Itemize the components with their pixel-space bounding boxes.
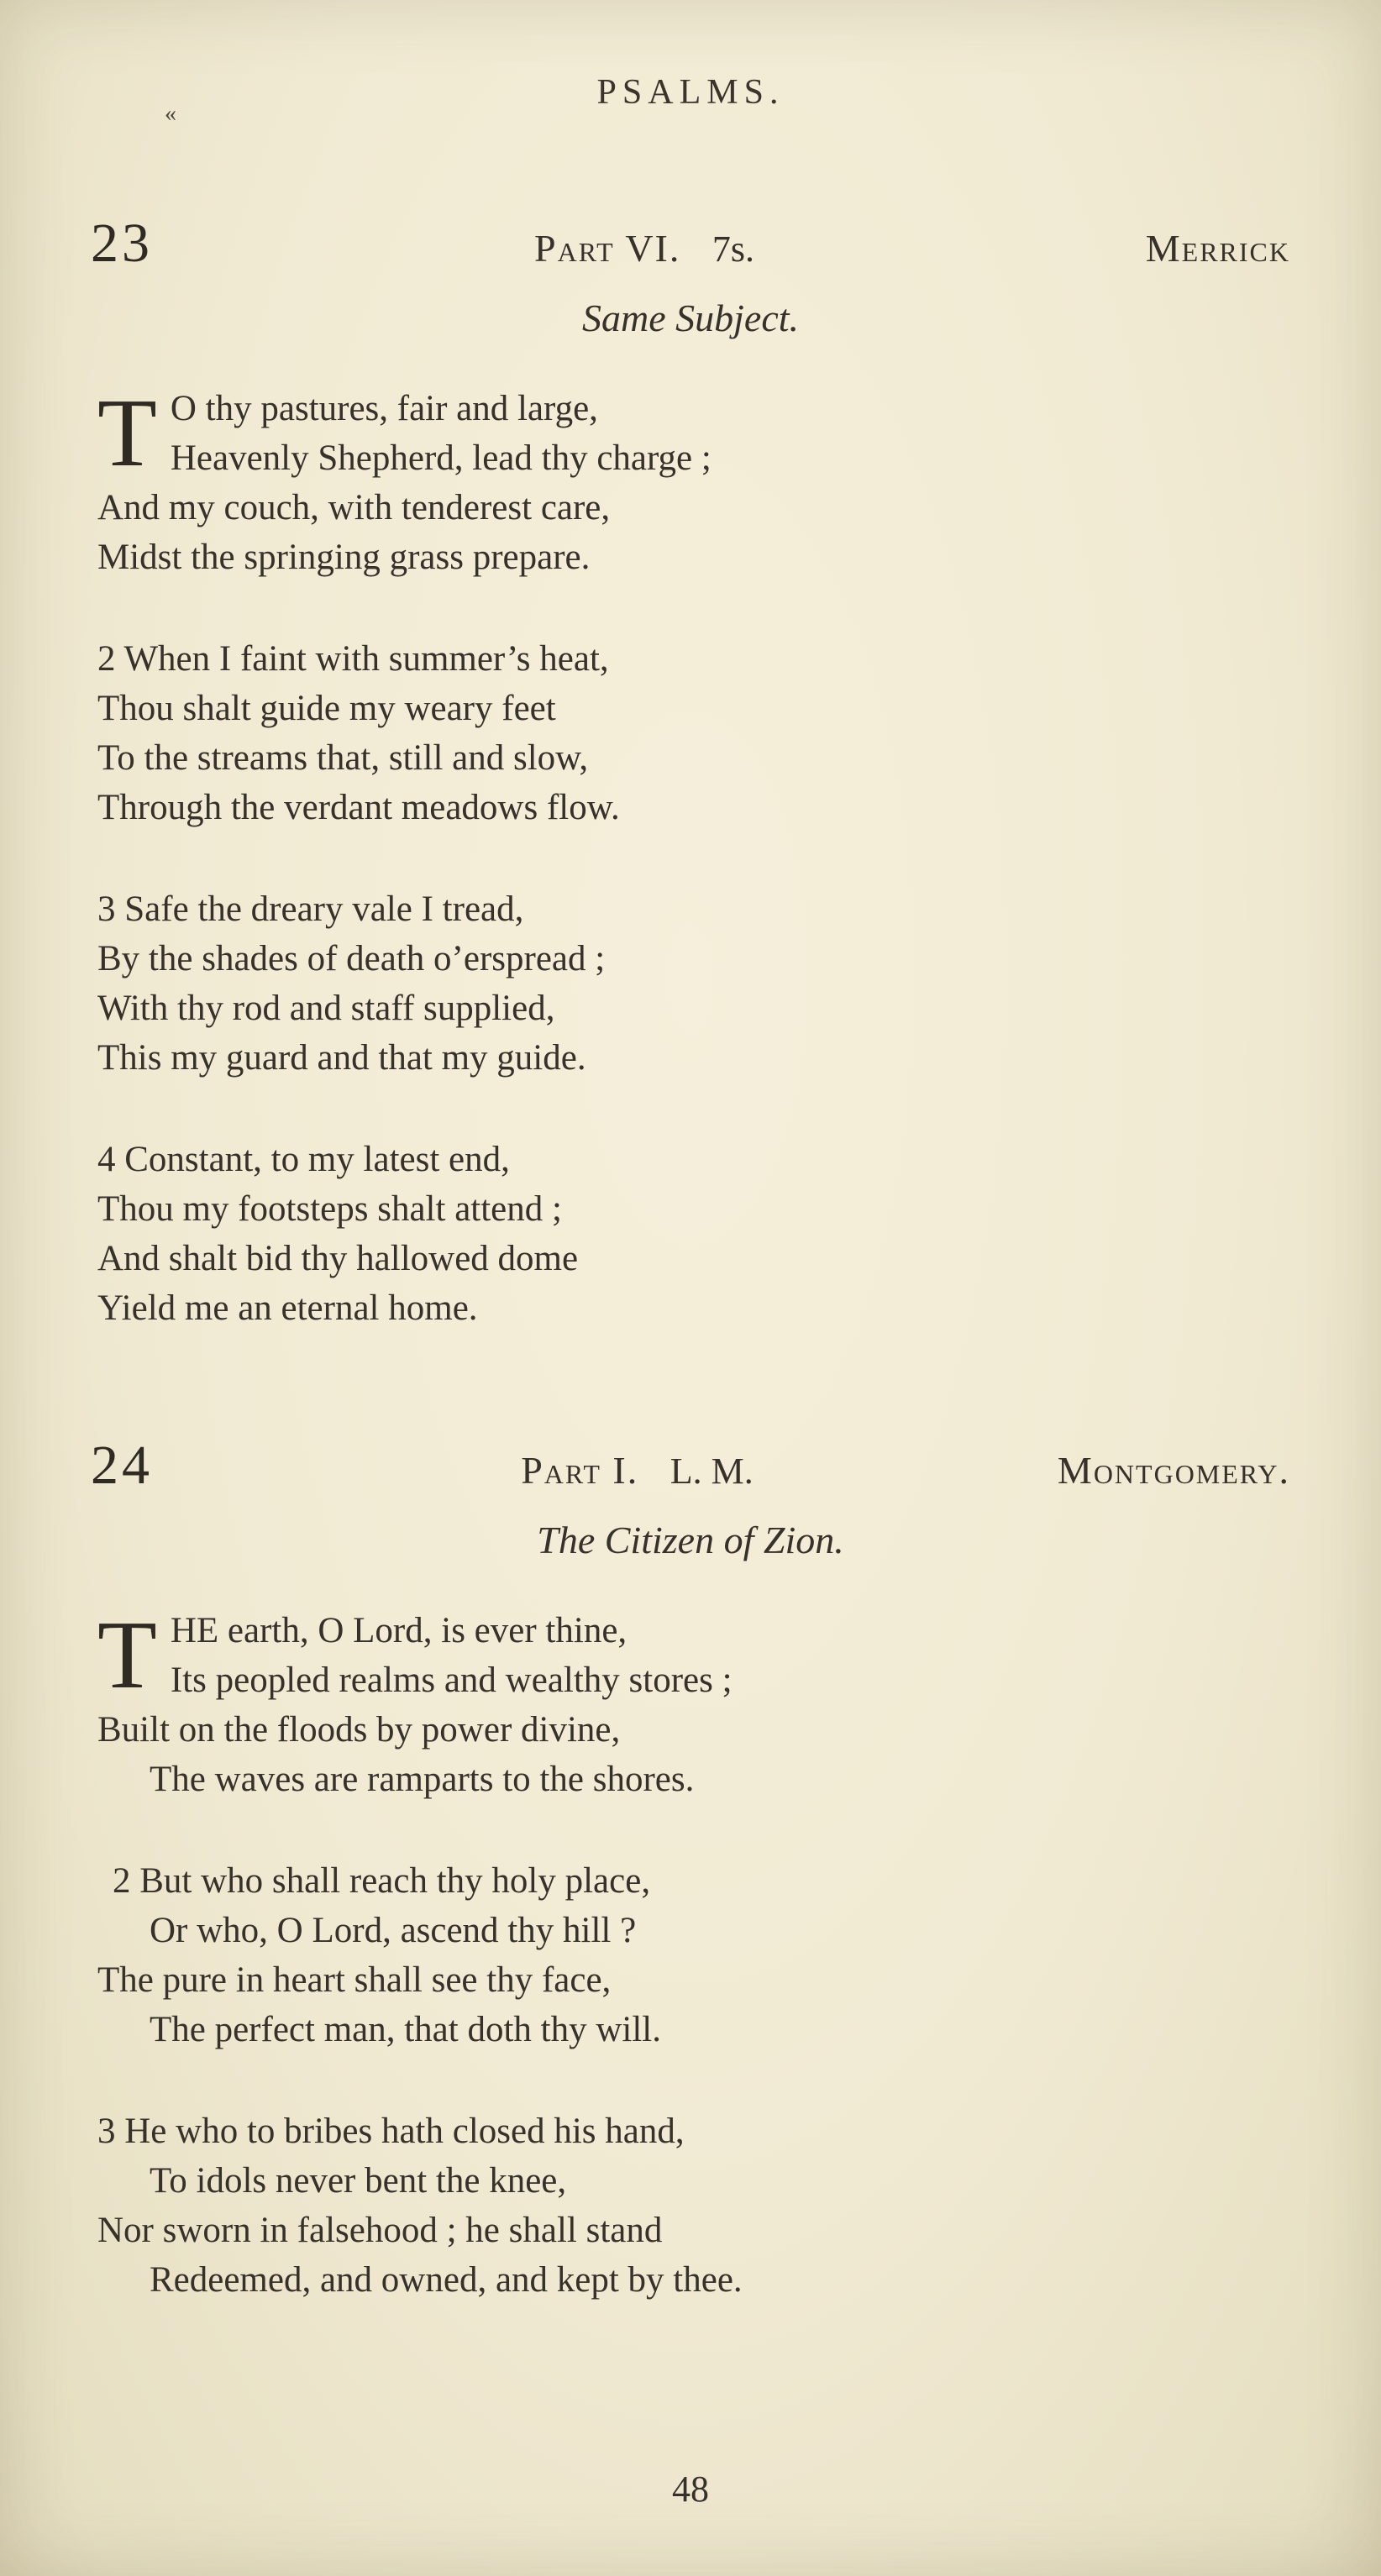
hymn-24 (91, 1434, 1290, 2305)
verse-line: Midst the springing grass prepare. (97, 538, 591, 577)
hymn-heading (91, 1434, 1290, 1498)
page-number: 48 (672, 2468, 709, 2510)
verse-line: And shalt bid thy hallowed dome (97, 1239, 579, 1278)
hymn-meter: L. M. (669, 1451, 754, 1492)
stanza (91, 634, 1290, 832)
verse-line: The perfect man, that doth thy will. (150, 2010, 661, 2049)
verse-line: 3 He who to bribes hath closed his hand, (97, 2112, 685, 2151)
hymn-meter: 7s. (712, 228, 754, 270)
verse-line: Heavenly Shepherd, lead thy charge ; (170, 438, 712, 478)
stanza (91, 1135, 1290, 1333)
verse-line: Or who, O Lord, ascend thy hill ? (150, 1911, 637, 1950)
verse-line: HE earth, O Lord, is ever thine, (170, 1611, 627, 1650)
hymn-title: Same Subject. (581, 296, 800, 339)
stanza (91, 1602, 1290, 1804)
hymn-part-meter (217, 1448, 1058, 1493)
verse-line: Nor sworn in falsehood ; he shall stand (97, 2211, 663, 2250)
stanza (91, 884, 1290, 1083)
verse-line: Built on the floods by power divine, (97, 1710, 621, 1750)
printers-mark: « (165, 101, 176, 127)
verse-line: By the shades of death o’erspread ; (97, 939, 606, 978)
drop-cap: T (97, 380, 157, 487)
verse-line: Thou shalt guide my weary feet (97, 689, 556, 728)
verse-line: With thy rod and staff supplied, (97, 989, 555, 1028)
stanza (91, 2106, 1290, 2305)
running-header: PSALMS. (596, 73, 785, 112)
verse-line: To the streams that, still and slow, (97, 738, 589, 778)
hymn-author: Merrick (1145, 227, 1290, 270)
hymn-23 (91, 212, 1290, 1333)
verse-line: And my couch, with tenderest care, (97, 488, 611, 527)
verse-line: To idols never bent the knee, (150, 2161, 567, 2201)
verse-line: Thou my footsteps shalt attend ; (97, 1189, 562, 1229)
verse-line: Yield me an eternal home. (97, 1288, 478, 1328)
verse-line: Redeemed, and owned, and kept by thee. (150, 2260, 743, 2300)
verse-line: O thy pastures, fair and large, (170, 389, 598, 428)
drop-cap: T (97, 1602, 157, 1709)
verse-line: The pure in heart shall see thy face, (97, 1960, 612, 2000)
verse-line: 2 But who shall reach thy holy place, (113, 1861, 651, 1901)
verse-line: 2 When I faint with summer’s heat, (97, 639, 609, 679)
verse-line: Its peopled realms and wealthy stores ; (170, 1660, 733, 1700)
hymn-part: Part VI. (534, 227, 681, 270)
hymn-heading (91, 212, 1290, 275)
verse-line: This my guard and that my guide. (97, 1038, 586, 1078)
verse-line: The waves are ramparts to the shores. (150, 1760, 695, 1799)
stanza (91, 380, 1290, 582)
stanza (91, 1856, 1290, 2054)
verse-line: Through the verdant meadows flow. (97, 788, 620, 827)
hymn-part: Part I. (521, 1449, 639, 1492)
verse-line: 4 Constant, to my latest end, (97, 1140, 510, 1179)
verse-line: 3 Safe the dreary vale I tread, (97, 889, 524, 929)
hymn-number: 23 (91, 212, 153, 274)
hymn-title: The Citizen of Zion. (537, 1519, 844, 1561)
hymn-part-meter (217, 226, 1072, 270)
hymn-author: Montgomery. (1057, 1449, 1290, 1492)
hymn-number: 24 (91, 1435, 153, 1496)
